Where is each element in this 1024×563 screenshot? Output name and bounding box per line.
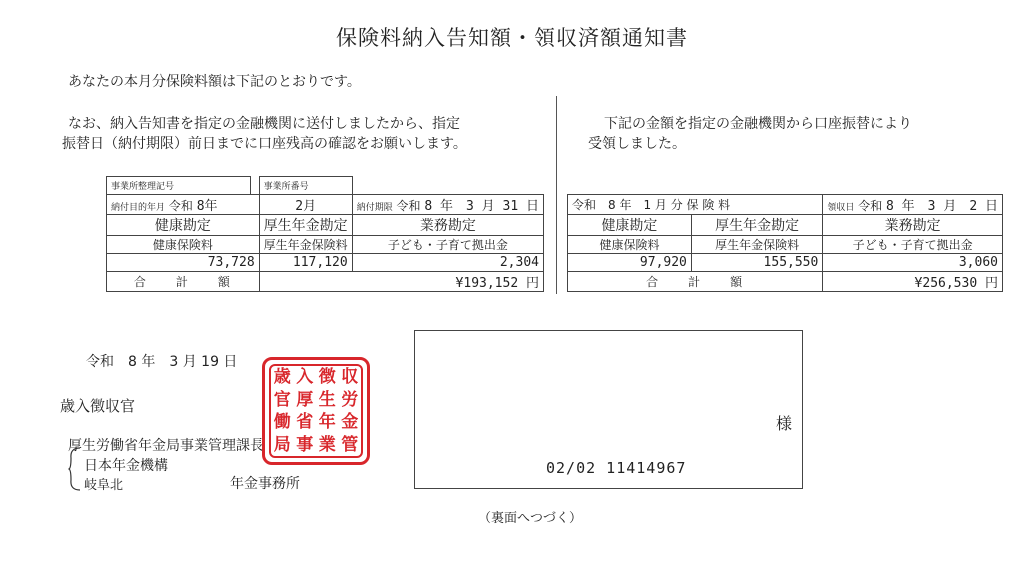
total-label: 合 計 額 xyxy=(107,272,260,292)
bracket-icon xyxy=(68,446,82,492)
seal-char: 管 xyxy=(341,434,359,455)
subheader-pension-premium: 厚生年金保険料 xyxy=(691,236,822,254)
notice-line-2: なお、納入告知書を指定の金融機関に送付しましたから、指定 xyxy=(68,116,460,132)
received-label: 領収日 xyxy=(827,203,855,213)
target-month-label: 納付目的年月 xyxy=(111,203,166,213)
receipt-table xyxy=(567,194,1003,292)
target-year: 8年 xyxy=(196,199,218,214)
office-number-label: 事業所整理記号 xyxy=(107,177,251,195)
honorific: 様 xyxy=(775,414,792,433)
total-amount: ¥256,530 円 xyxy=(823,272,1003,292)
notice-line-1: あなたの本月分保険料額は下記のとおりです。 xyxy=(68,74,361,90)
official-seal xyxy=(262,357,370,465)
seal-char: 年 xyxy=(318,412,336,432)
subheader-health-premium: 健康保険料 xyxy=(107,236,260,254)
deadline-label: 納付期限 xyxy=(356,203,393,213)
value-business: 2,304 xyxy=(352,254,543,272)
receipt-line-1: 下記の金額を指定の金融機関から口座振替により xyxy=(604,116,912,132)
deadline-date: 8 年 3 月 31 日 xyxy=(424,199,539,214)
seal-char: 徴 xyxy=(318,367,336,387)
bureau-name: 厚生労働省年金局事業管理課長 xyxy=(68,438,264,454)
document-title: 保険料納入告知額・領収済額通知書 xyxy=(336,26,688,50)
received-date: 8 年 3 月 2 日 xyxy=(886,199,998,214)
seal-char: 収 xyxy=(341,367,359,387)
seal-char: 入 xyxy=(296,367,314,387)
seal-char: 金 xyxy=(341,412,359,432)
seal-char: 働 xyxy=(273,412,291,432)
header-health: 健康勘定 xyxy=(107,215,260,236)
organization-name: 日本年金機構 xyxy=(84,458,168,474)
seal-char: 事 xyxy=(296,434,314,455)
target-month: 2月 xyxy=(259,195,352,215)
seal-char: 労 xyxy=(341,389,359,410)
premium-notice-table xyxy=(106,176,544,292)
received-era: 令和 xyxy=(858,199,883,213)
office-suffix: 年金事務所 xyxy=(230,476,300,492)
subheader-pension-premium: 厚生年金保険料 xyxy=(259,236,352,254)
subheader-child-contribution: 子ども・子育て拠出金 xyxy=(823,236,1003,254)
seal-char: 業 xyxy=(318,434,336,455)
seal-char: 官 xyxy=(273,389,291,410)
header-business: 業務勘定 xyxy=(352,215,543,236)
value-pension: 155,550 xyxy=(691,254,822,272)
column-divider xyxy=(556,96,557,294)
header-pension: 厚生年金勘定 xyxy=(259,215,352,236)
receipt-line-2: 受領しました。 xyxy=(588,136,686,152)
total-label: 合 計 額 xyxy=(568,272,823,292)
value-health: 73,728 xyxy=(107,254,260,272)
seal-char: 局 xyxy=(273,434,291,455)
officer-title: 歳入徴収官 xyxy=(60,397,136,415)
issue-date: 令和 8 年 3 月 19 日 xyxy=(86,354,238,370)
header-health: 健康勘定 xyxy=(568,215,692,236)
value-pension: 117,120 xyxy=(259,254,352,272)
continue-note: （裏面へつづく） xyxy=(478,511,583,526)
seal-char: 省 xyxy=(296,412,314,432)
deadline-era: 令和 xyxy=(396,199,421,213)
receipt-period: 令和 8 年 1 月 分 保 険 料 xyxy=(568,195,823,215)
seal-char: 生 xyxy=(318,389,336,410)
notice-line-3: 振替日（納付期限）前日までに口座残高の確認をお願いします。 xyxy=(62,136,467,152)
office-num-label: 事業所番号 xyxy=(259,177,352,195)
subheader-child-contribution: 子ども・子育て拠出金 xyxy=(352,236,543,254)
address-window xyxy=(414,330,803,489)
subheader-health-premium: 健康保険料 xyxy=(568,236,692,254)
target-era: 令和 xyxy=(168,199,193,213)
header-business: 業務勘定 xyxy=(823,215,1003,236)
office-branch: 岐阜北 xyxy=(84,478,124,493)
seal-char: 歳 xyxy=(273,367,291,387)
total-amount: ¥193,152 円 xyxy=(259,272,543,292)
value-business: 3,060 xyxy=(823,254,1003,272)
value-health: 97,920 xyxy=(568,254,692,272)
header-pension: 厚生年金勘定 xyxy=(691,215,822,236)
recipient-code: 02/02 11414967 xyxy=(546,459,687,477)
seal-char: 厚 xyxy=(296,389,314,410)
